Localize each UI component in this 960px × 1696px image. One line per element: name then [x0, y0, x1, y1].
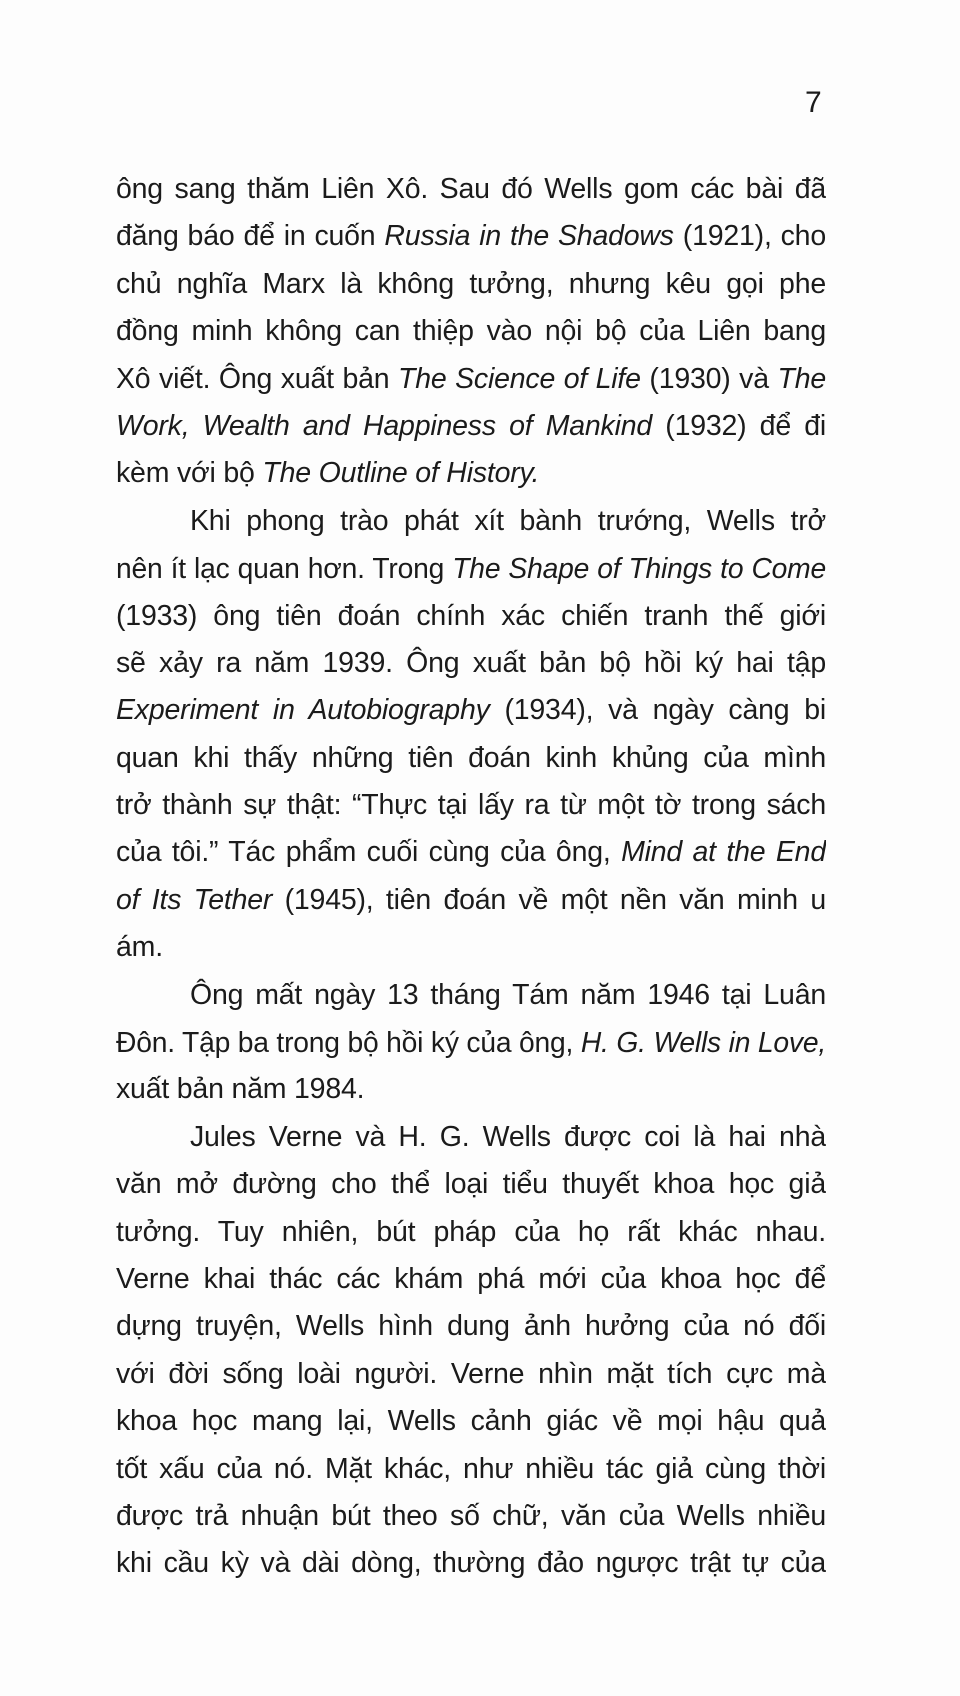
- body-text: [116, 166, 826, 1588]
- text-run: được trả nhuận bút theo số chữ, văn của Wells nhiều: [116, 1499, 826, 1532]
- text-line: [116, 735, 826, 782]
- text-run: của tôi.” Tác phẩm cuối cùng của ông,: [116, 836, 622, 869]
- text-run: xuất bản năm 1984.: [116, 1073, 365, 1106]
- italic-title-text: Experiment in Autobiography: [116, 694, 490, 727]
- text-run: Xô viết. Ông xuất bản: [116, 362, 398, 395]
- text-line: [116, 498, 826, 545]
- text-line: [116, 924, 826, 971]
- text-line: [116, 640, 826, 687]
- text-line: [116, 356, 826, 403]
- italic-title-text: Russia in the Shadows: [384, 220, 674, 253]
- text-line: [116, 1351, 826, 1398]
- page-number: 7: [805, 86, 822, 119]
- text-run: Verne khai thác các khám phá mới của khoa học để: [116, 1262, 826, 1295]
- text-line: [116, 1493, 826, 1540]
- text-run: ám.: [116, 931, 163, 964]
- text-run: Khi phong trào phát xít bành trướng, Wells trở: [190, 504, 826, 537]
- text-run: khoa học mang lại, Wells cảnh giác về mọi hậu quả: [116, 1405, 826, 1438]
- text-line: [116, 782, 826, 829]
- text-line: [116, 261, 826, 308]
- text-run: đăng báo để in cuốn: [116, 220, 385, 253]
- text-run: (1932) để đi: [652, 409, 826, 442]
- text-run: (1933) ông tiên đoán chính xác chiến tranh thế giới: [116, 599, 826, 632]
- text-run: (1921), cho: [673, 220, 826, 253]
- italic-title-text: Work, Wealth and Happiness of Mankind: [116, 409, 653, 442]
- text-line: [116, 687, 826, 734]
- text-line: [116, 829, 826, 876]
- italic-title-text: The Outline of History.: [262, 457, 540, 490]
- text-run: Jules Verne và H. G. Wells được coi là hai nhà: [190, 1120, 826, 1153]
- text-line: [116, 403, 826, 450]
- text-line: [116, 972, 826, 1019]
- text-run: sẽ xảy ra năm 1939. Ông xuất bản bộ hồi ký hai tập: [116, 646, 826, 679]
- text-run: trở thành sự thật: “Thực tại lấy ra từ một tờ trong sách: [116, 789, 826, 822]
- text-line: [116, 1209, 826, 1256]
- text-run: ông sang thăm Liên Xô. Sau đó Wells gom các bài đã: [116, 173, 826, 205]
- italic-title-text: of Its Tether: [116, 883, 273, 916]
- text-line: [116, 166, 826, 213]
- text-run: tưởng. Tuy nhiên, bút pháp của họ rất khác nhau.: [116, 1215, 826, 1248]
- text-run: khi cầu kỳ và dài dòng, thường đảo ngược trật tự của: [116, 1547, 826, 1580]
- text-run: với đời sống loài người. Verne nhìn mặt tích cực mà: [116, 1357, 826, 1390]
- text-run: đồng minh không can thiệp vào nội bộ của Liên bang: [116, 315, 826, 348]
- text-line: [116, 1540, 826, 1587]
- text-line: [116, 545, 826, 592]
- text-line: [116, 450, 826, 497]
- italic-title-text: H. G. Wells in Love,: [580, 1026, 826, 1059]
- text-run: (1934), và ngày càng bi: [489, 694, 826, 727]
- text-line: [116, 1161, 826, 1208]
- text-run: nên ít lạc quan hơn. Trong: [116, 552, 453, 585]
- text-run: dựng truyện, Wells hình dung ảnh hưởng của nó đối: [116, 1310, 826, 1343]
- italic-title-text: The Shape of Things to Come: [452, 552, 826, 585]
- text-line: [116, 1446, 826, 1493]
- text-run: Đôn. Tập ba trong bộ hồi ký của ông,: [116, 1026, 581, 1059]
- text-run: văn mở đường cho thể loại tiểu thuyết khoa học giả: [116, 1168, 826, 1201]
- text-run: (1945), tiên đoán về một nền văn minh u: [272, 883, 826, 916]
- text-run: tốt xấu của nó. Mặt khác, như nhiều tác giả cùng thời: [116, 1452, 826, 1485]
- italic-title-text: The Science of Life: [398, 362, 641, 395]
- text-line: [116, 877, 826, 924]
- text-run: (1930) và: [640, 362, 778, 395]
- text-run: quan khi thấy những tiên đoán kinh khủng của mình: [116, 741, 826, 774]
- text-line: [116, 1019, 826, 1066]
- text-line: [116, 1256, 826, 1303]
- text-line: [116, 1114, 826, 1161]
- italic-title-text: The: [777, 362, 826, 395]
- text-run: chủ nghĩa Marx là không tưởng, nhưng kêu gọi phe: [116, 267, 826, 300]
- text-line: [116, 1066, 826, 1113]
- italic-title-text: Mind at the End: [621, 836, 826, 869]
- text-line: [116, 308, 826, 355]
- text-run: Ông mất ngày 13 tháng Tám năm 1946 tại Luân: [190, 978, 826, 1011]
- text-line: [116, 1303, 826, 1350]
- text-line: [116, 213, 826, 260]
- text-line: [116, 593, 826, 640]
- text-run: kèm với bộ: [116, 457, 263, 490]
- text-line: [116, 1398, 826, 1445]
